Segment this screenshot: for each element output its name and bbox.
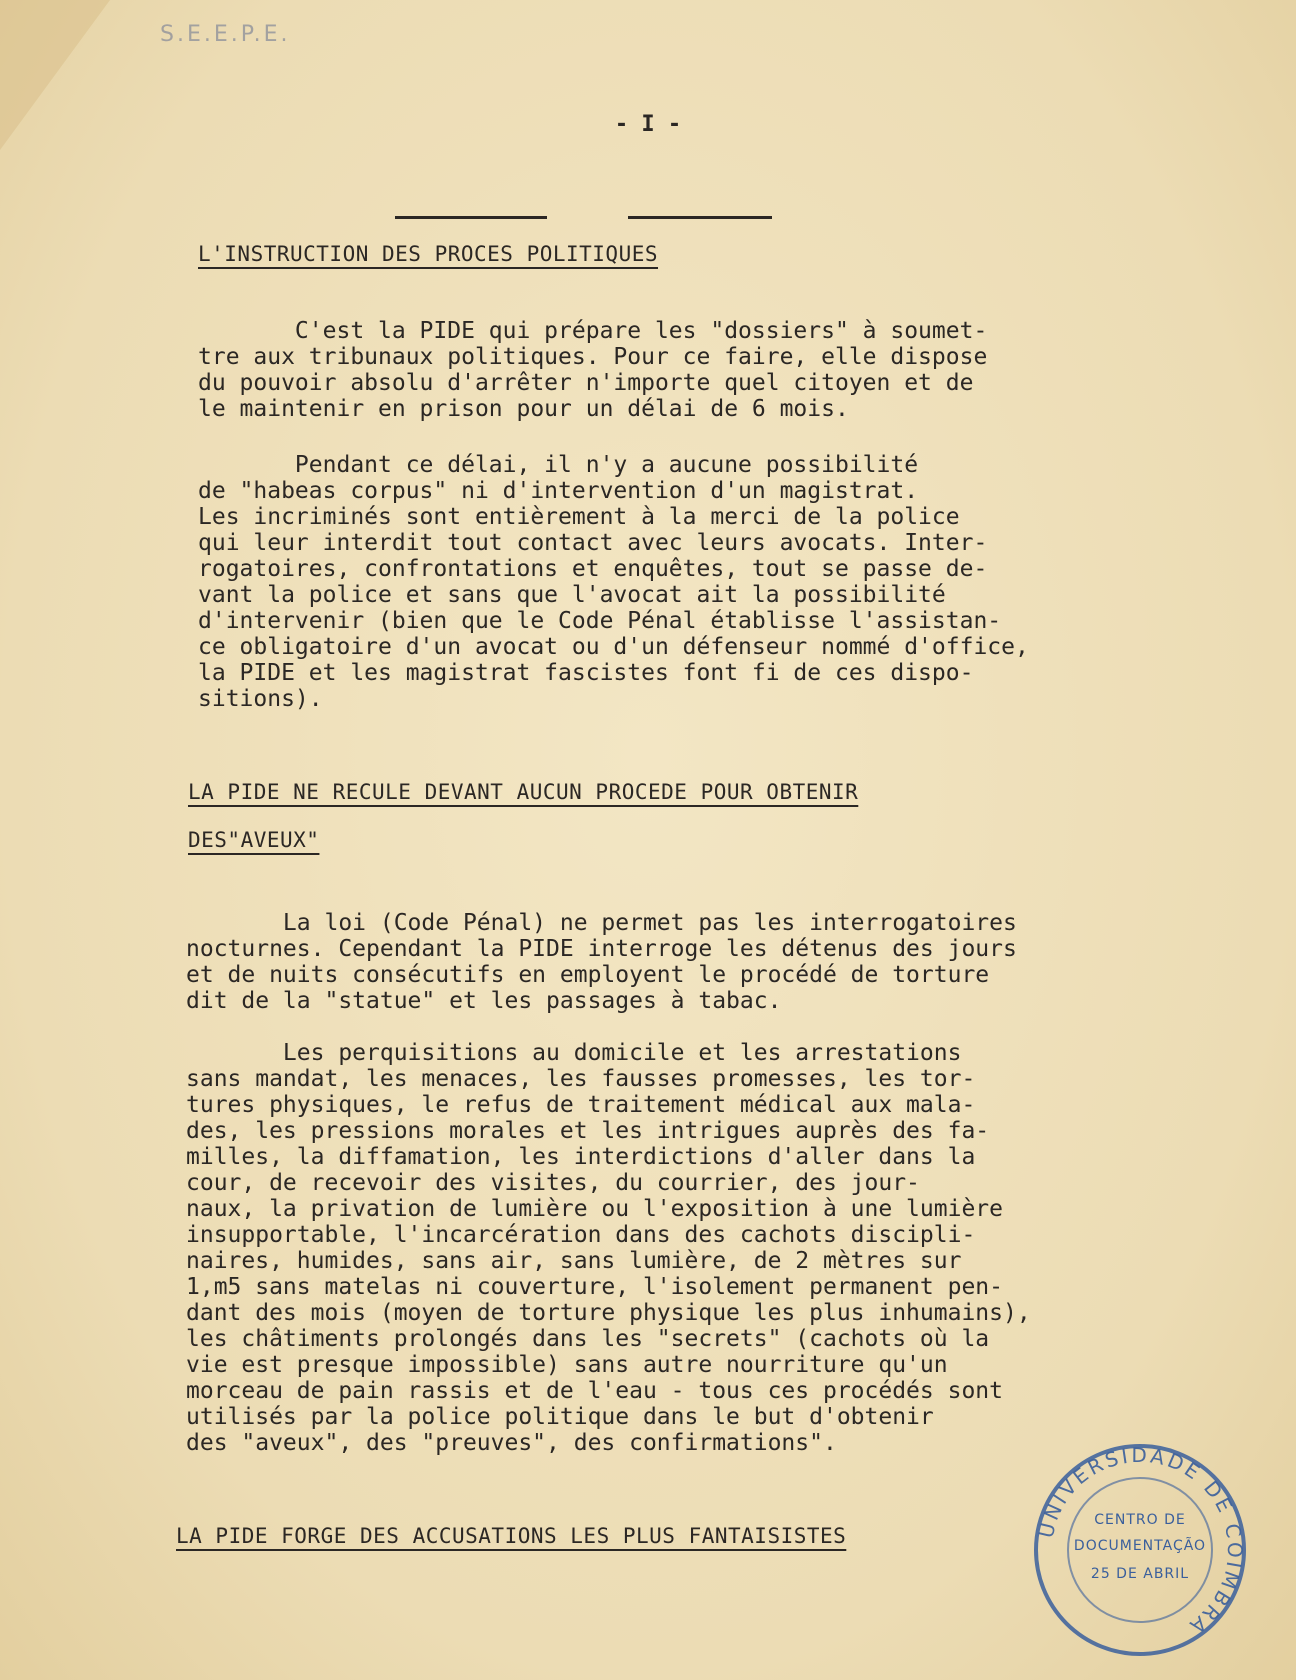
decorative-rule <box>395 216 547 219</box>
stamp-ring-text: UNIVERSIDADE DE COIMBRA <box>1033 1442 1248 1641</box>
section-heading: LA PIDE NE RECULE DEVANT AUCUN PROCEDE POUR OBTENIR <box>188 780 859 804</box>
paragraph: Pendant ce délai, il n'y a aucune possibilité de "habeas corpus" ni d'intervention d'un magistrat. Les incriminés sont entièrement à la merci de la police qui leur interdit tout contact avec leurs avocats. Inter- rogatoires, confrontations et enquêtes, tout se passe de- vant la police et sans que l'avocat ait la possibilité d'intervenir (bien que le Code Pénal établisse l'assistan- ce obligatoire d'un avocat ou d'un défenseur nommé d'office, la PIDE et les magistrat fascistes font fi de ces dispo- sitions). <box>198 452 1029 712</box>
stamp-line: 25 DE ABRIL <box>1090 1566 1190 1582</box>
stamp-line: DOCUMENTAÇÃO <box>1073 1538 1207 1554</box>
paragraph: La loi (Code Pénal) ne permet pas les interrogatoires nocturnes. Cependant la PIDE interroge les détenus des jours et de nuits consécutifs en employent le procédé de torture dit de la "statue" et les passages à tabac. <box>186 910 1017 1014</box>
paragraph: C'est la PIDE qui prépare les "dossiers" à soumet- tre aux tribunaux politiques. Pour ce faire, elle dispose du pouvoir absolu d'arrêter n'importe quel citoyen et de le maintenir en prison pour un délai de 6 mois. <box>198 318 988 422</box>
page-number: - I - <box>614 112 682 137</box>
paragraph: Les perquisitions au domicile et les arrestations sans mandat, les menaces, les fausses promesses, les tor- tures physiques, le refus de traitement médical aux mala- des, les pressions morales et les intrigues auprès des fa- milles, la diffamation, les interdictions d'aller dans la cour, de recevoir des visites, du courrier, des jour- naux, la privation de lumière ou l'exposition à une lumière insupportable, l'incarcération dans des cachots discipli- naires, humides, sans air, sans lumière, de 2 mètres sur 1,m5 sans matelas ni couverture, l'isolement permanent pen- dant des mois (moyen de torture physique les plus inhumains), les châtiments prolongés dans les "secrets" (cachots où la vie est presque impossible) sans autre nourriture qu'un morceau de pain rassis et de l'eau - tous ces procédés sont utilisés par la police politique dans le but d'obtenir des "aveux", des "preuves", des confirmations". <box>186 1040 1031 1456</box>
section-heading-continued: DES"AVEUX" <box>188 828 320 852</box>
archive-stamp <box>1030 1440 1250 1660</box>
section-heading: LA PIDE FORGE DES ACCUSATIONS LES PLUS FANTAISISTES <box>176 1524 847 1548</box>
section-heading: L'INSTRUCTION DES PROCES POLITIQUES <box>198 242 659 266</box>
decorative-rule <box>628 216 772 219</box>
stamp-line: CENTRO DE <box>1094 1512 1186 1528</box>
archive-mark: S.E.E.P.E. <box>160 22 291 47</box>
